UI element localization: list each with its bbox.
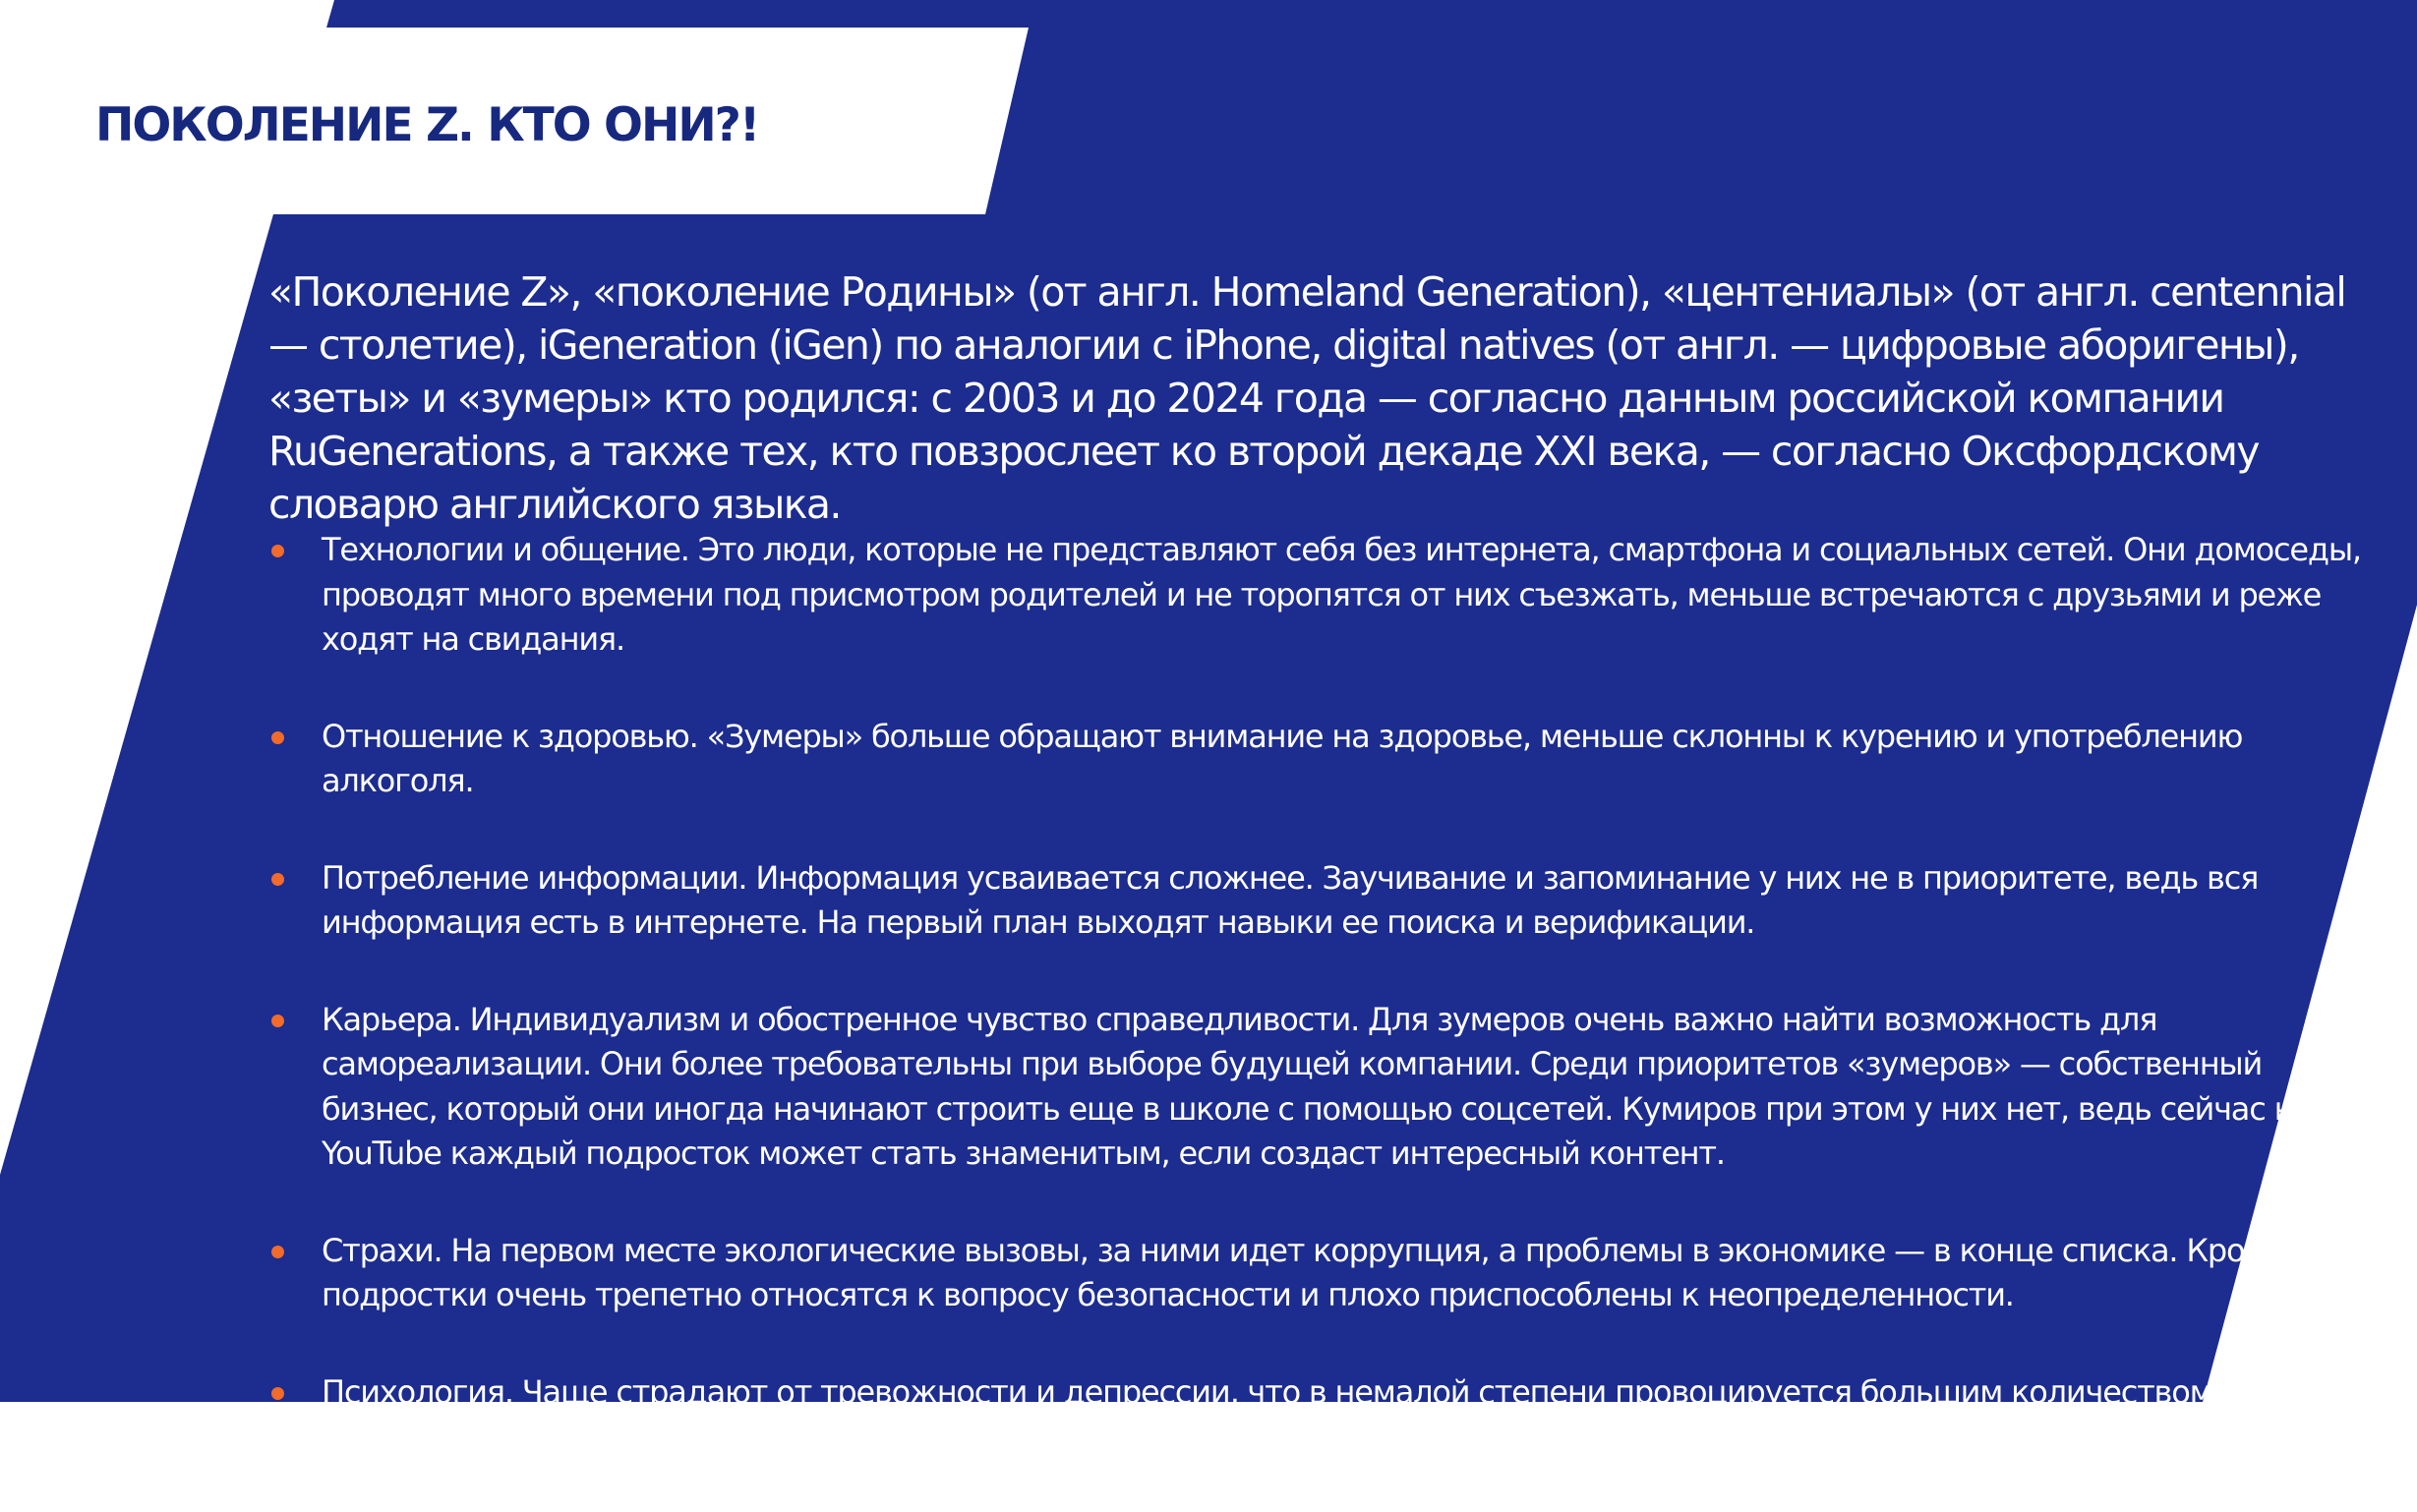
bullet-text: Отношение к здоровью. «Зумеры» больше обращают внимание на здоровье, меньше склонны к курению и употреблению алкоголя. — [322, 717, 2243, 799]
bullet-list — [268, 528, 2373, 1512]
bullet-text: Технологии и общение. Это люди, которые не представляют себя без интернета, смартфона и социальных сетей. Они домоседы, проводят много времени под присмотром родителей и не торопятся от них съезжать, меньше встречаются с друзьями и реже ходят на свидания. — [322, 531, 2361, 658]
bullet-item-technology — [268, 528, 2373, 663]
page-title: ПОКОЛЕНИЕ Z. КТО ОНИ?! — [95, 98, 759, 152]
bullet-dot-icon — [271, 545, 284, 557]
bullet-item-health — [268, 715, 2373, 804]
bullet-text: Карьера. Индивидуализм и обостренное чувство справедливости. Для зумеров очень важно найти возможность для самореализации. Они более требовательны при выборе будущей компании. Среди приоритетов «зумеров» — собственный бизнес, который они иногда начинают строить еще в школе с помощью соцсетей. Кумиров при этом у них нет, ведь сейчас на YouTube каждый подросток может стать знаменитым, если создаст интересный контент. — [322, 1000, 2312, 1172]
bullet-dot-icon — [271, 1387, 284, 1400]
bullet-text: Страхи. На первом месте экологические вызовы, за ними идет коррупция, а проблемы в экономике — в конце списка. Кроме того, подростки очень трепетно относятся к вопросу безопасности и плохо приспособлены к неопределенности. — [322, 1231, 2372, 1313]
bullet-dot-icon — [271, 873, 284, 886]
bullet-item-fears — [268, 1229, 2373, 1318]
bullet-item-information — [268, 856, 2373, 946]
bullet-item-psychology — [268, 1370, 2373, 1460]
bullet-text: Психология. Чаще страдают от тревожности и депрессии, что в немалой степени провоцируется большим количеством времени, проведенным в Сети. — [322, 1372, 2364, 1455]
bullet-text: Потребление информации. Информация усваивается сложнее. Заучивание и запоминание у них не в приоритете, ведь вся информация есть в интернете. На первый план выходят навыки ее поиска и верификации. — [322, 858, 2259, 941]
bullet-item-career — [268, 998, 2373, 1177]
bullet-dot-icon — [271, 1015, 284, 1027]
bullet-dot-icon — [271, 731, 284, 744]
intro-paragraph: «Поколение Z», «поколение Родины» (от англ. Homeland Generation), «центениалы» (от англ. centennial — столетие), iGeneration (iGen) по аналогии с iPhone, digital natives (от англ. — цифровые аборигены), «зеты» и «зумеры» кто родился: с 2003 и до 2024 года — согласно данным российской компании RuGenerations, а также тех, кто повзрослеет ко второй декаде XXI века, — согласно Оксфордскому словарю английского языка. — [268, 268, 2346, 528]
bullet-dot-icon — [271, 1246, 284, 1258]
